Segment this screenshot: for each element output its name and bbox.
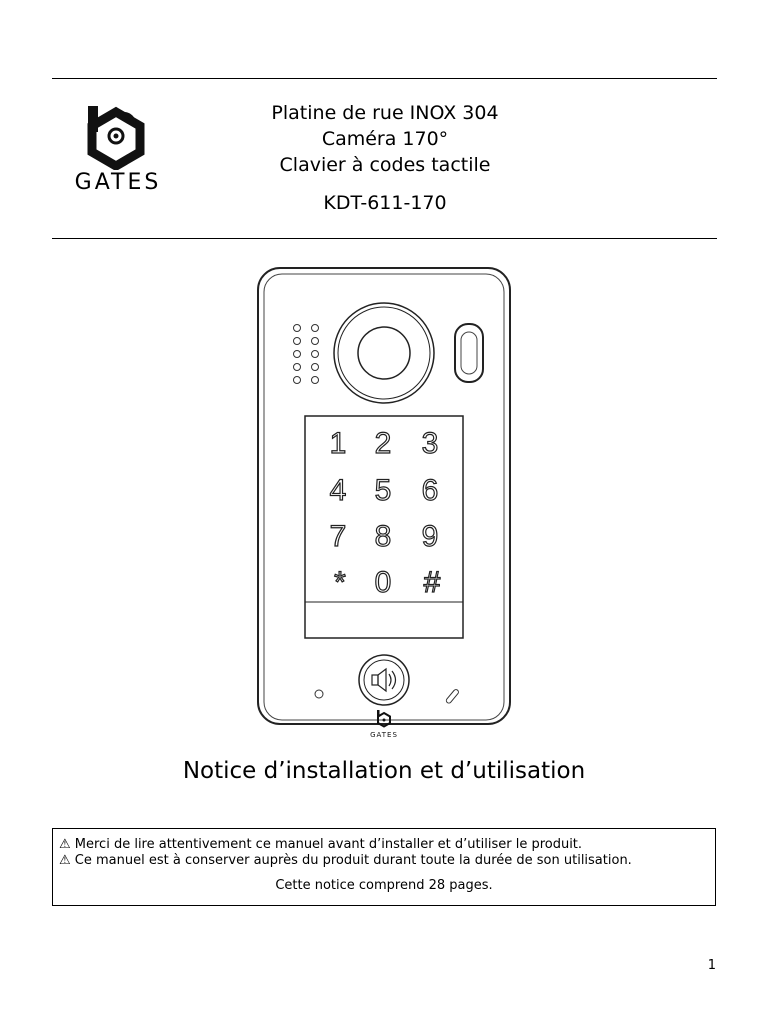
warning-box bbox=[52, 828, 716, 906]
status-led bbox=[445, 689, 459, 704]
microphone-hole bbox=[315, 690, 323, 698]
camera-lens-icon bbox=[334, 303, 434, 403]
top-rule bbox=[52, 78, 717, 79]
door-station-illustration bbox=[250, 262, 518, 750]
key-3: 3 bbox=[421, 427, 439, 460]
warning-line-2: ⚠ Ce manuel est à conserver auprès du produit durant toute la durée de son utilisation. bbox=[59, 853, 632, 868]
key-hash: # bbox=[423, 566, 441, 599]
title-line-1: Platine de rue INOX 304 bbox=[271, 102, 499, 124]
call-button bbox=[359, 655, 409, 705]
page-count-note: Cette notice comprend 28 pages. bbox=[275, 878, 493, 893]
key-2: 2 bbox=[374, 427, 392, 460]
gates-logo-icon bbox=[58, 104, 178, 170]
key-6: 6 bbox=[421, 474, 439, 507]
speaker-icon bbox=[372, 669, 396, 691]
key-star: * bbox=[334, 566, 346, 599]
key-7: 7 bbox=[329, 520, 347, 553]
key-1: 1 bbox=[329, 427, 347, 460]
notice-title: Notice d’installation et d’utilisation bbox=[182, 758, 586, 784]
key-0: 0 bbox=[374, 566, 392, 599]
bottom-rule bbox=[52, 238, 717, 239]
key-5: 5 bbox=[374, 474, 392, 507]
speaker-grille bbox=[294, 325, 319, 384]
ir-sensor bbox=[455, 324, 483, 382]
page-number: 1 bbox=[707, 958, 716, 973]
logo-wordmark: GATES bbox=[74, 170, 162, 195]
key-8: 8 bbox=[374, 520, 392, 553]
device-logo-text: GATES bbox=[370, 731, 398, 739]
key-9: 9 bbox=[421, 520, 439, 553]
warning-line-1: ⚠ Merci de lire attentivement ce manuel avant d’installer et d’utiliser le produit. bbox=[59, 837, 583, 852]
title-line-2: Caméra 170° bbox=[321, 128, 449, 150]
model-number: KDT-611-170 bbox=[323, 192, 447, 214]
gates-logo bbox=[58, 104, 178, 204]
title-line-3: Clavier à codes tactile bbox=[279, 154, 491, 176]
key-4: 4 bbox=[329, 474, 347, 507]
product-title bbox=[200, 100, 570, 216]
